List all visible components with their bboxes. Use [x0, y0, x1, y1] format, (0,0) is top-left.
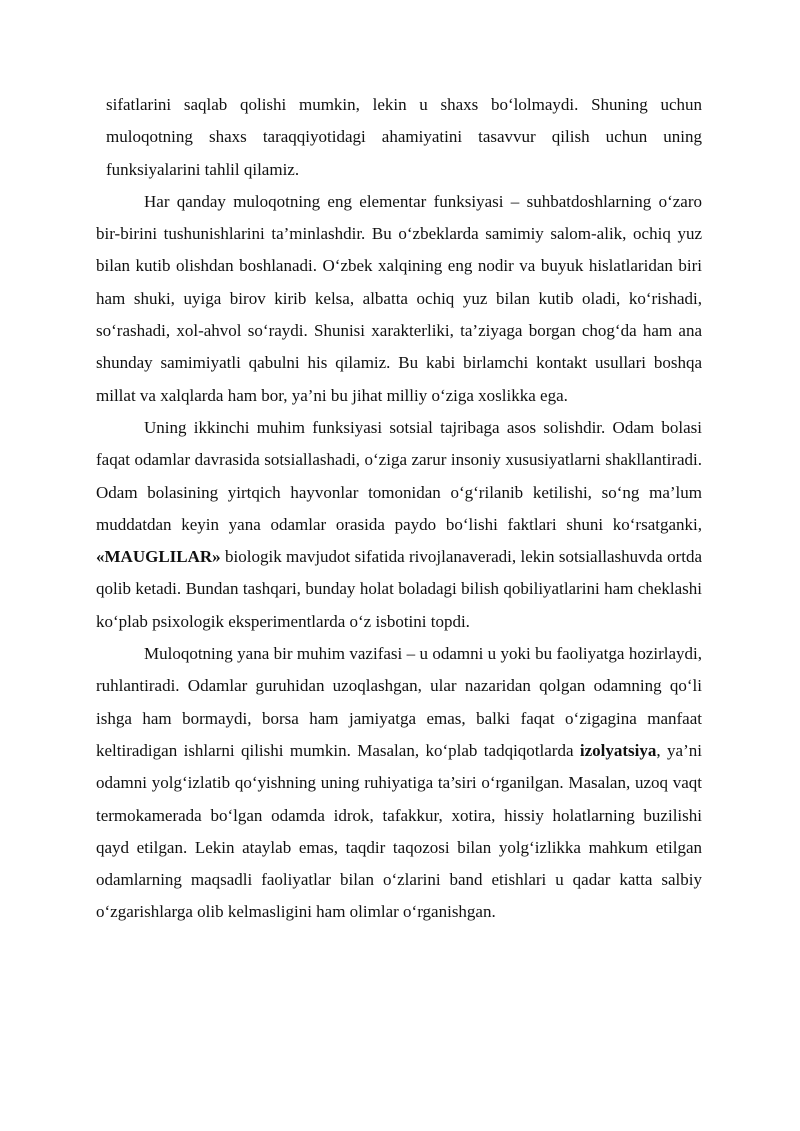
paragraph-text: Uning ikkinchi muhim funksiyasi sotsial tajribaga asos solishdir. Odam bolasi faqat odamlar davrasida sotsiallashadi, o‘ziga zarur insoniy xususiyatlarni shakllantiradi. Odam bolasining yirtqich hayvonlar tomonidan o‘g‘rilanib ketilishi, so‘ng ma’lum muddatdan keyin yana odamlar orasida paydo bo‘lishi faktlari shuni ko‘rsatganki, — [96, 417, 702, 534]
paragraph-continued — [96, 89, 702, 186]
paragraph-2 — [96, 412, 702, 638]
paragraph-text: , ya’ni odamni yolg‘izlatib qo‘yishning uning ruhiyatiga ta’siri o‘rganilgan. Masalan, uzoq vaqt termokamerada bo‘lgan odamda idrok, tafakkur, xotira, hissiy holatlarning buzilishi qayd etilgan. Lekin ataylab emas, taqdir taqozosi bilan yolg‘izlikka mahkum etilgan odamlarning maqsadli faoliyatlar bilan o‘zlarini band etishlari u qadar katta salbiy o‘zgarishlarga olib kelmasligini ham olimlar o‘rganishgan. — [96, 740, 702, 922]
paragraph-1 — [96, 186, 702, 412]
paragraph-text: Har qanday muloqotning eng elementar funksiyasi – suhbatdoshlarning o‘zaro bir-birini tushunishlarini ta’minlashdir. Bu o‘zbeklarda samimiy salom-alik, ochiq yuz bilan kutib olishdan boshlanadi. O‘zbek xalqining eng nodir va buyuk hislatlaridan biri ham shuki, uyiga birov kirib kelsa, albatta ochiq yuz bilan kutib oladi, ko‘rishadi, so‘rashadi, xol-ahvol so‘raydi. Shunisi xarakterliki, ta’ziyaga borgan chog‘da ham ana shunday samimiyatli qabulni his qilamiz. Bu kabi birlamchi kontakt usullari boshqa millat va xalqlarda ham bor, ya’ni bu jihat milliy o‘ziga xoslikka ega. — [96, 191, 702, 405]
bold-term-izolyatsiya: izolyatsiya — [579, 740, 657, 760]
body-text — [96, 89, 702, 929]
paragraph-text: biologik mavjudot sifatida rivojlanaveradi, lekin sotsiallashuvda ortda qolib ketadi. Bundan tashqari, bunday holat boladagi bilish qobiliyatlarini ham cheklashi ko‘plab psixologik eksperimentlarda o‘z isbotini topdi. — [96, 547, 702, 631]
bold-term-mauglilar: «MAUGLILAR» — [96, 547, 221, 567]
paragraph-3 — [96, 638, 702, 929]
paragraph-text: sifatlarini saqlab qolishi mumkin, lekin u shaxs bo‘lolmaydi. Shuning uchun muloqotning shaxs taraqqiyotidagi ahamiyatini tasavvur qilish uchun uning funksiyalarini tahlil qilamiz. — [106, 95, 702, 179]
paragraph-text: Muloqotning yana bir muhim vazifasi – u odamni u yoki bu faoliyatga hozirlaydi, ruhlantiradi. Odamlar guruhidan uzoqlashgan, ular nazaridan qolgan odamning qo‘li ishga ham bormaydi, borsa ham jamiyatga emas, balki faqat o‘zigagina manfaat keltiradigan ishlarni qilishi mumkin. Masalan, ko‘plab tadqiqotlarda — [96, 644, 702, 760]
